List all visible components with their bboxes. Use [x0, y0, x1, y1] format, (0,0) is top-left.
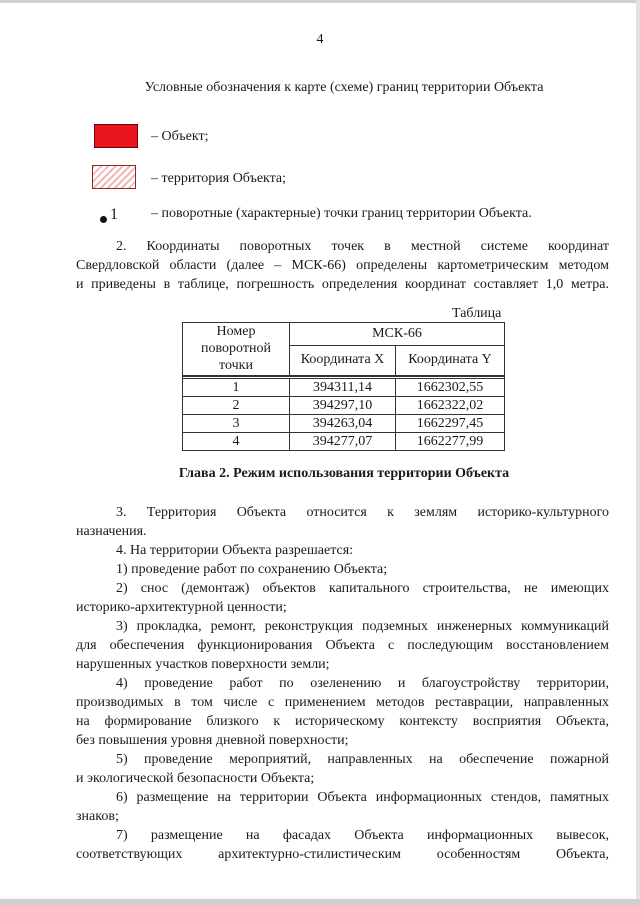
table-header-y: Координата Y: [396, 346, 505, 376]
table-cell: 1662277,99: [396, 433, 505, 451]
body-line: и экологической безопасности Объекта;: [76, 771, 315, 786]
table-header-point-number: Номер поворотной точки: [183, 323, 290, 376]
scan-edge-right: [636, 0, 640, 905]
table-cell: 394263,04: [290, 415, 396, 433]
body-line: знаков;: [76, 809, 119, 824]
table-caption: Таблица: [452, 306, 502, 321]
body-line: 4) проведение работ по озеленению и благоустройству территории,: [116, 676, 609, 691]
legend-label-object: – Объект;: [151, 129, 209, 144]
scan-edge-bottom: [0, 899, 640, 905]
table-cell: 1: [183, 379, 290, 397]
body-line: назначения.: [76, 524, 147, 539]
body-line: нарушенных участков поверхности земли;: [76, 657, 330, 672]
table-cell: 3: [183, 415, 290, 433]
table-header-msk66: МСК-66: [290, 323, 505, 346]
body-line: 5) проведение мероприятий, направленных на обеспечение пожарной: [116, 752, 609, 767]
table-cell: 394277,07: [290, 433, 396, 451]
table-cell: 1662302,55: [396, 379, 505, 397]
coordinates-table: [182, 322, 505, 451]
body-line: без повышения уровня дневной поверхности;: [76, 733, 349, 748]
body-text: [76, 503, 609, 864]
page-number: 4: [316, 32, 324, 47]
legend-label-territory: – территория Объекта;: [151, 171, 287, 186]
paragraph-coordinates: [76, 237, 609, 294]
body-line: производимых в том числе с применением методов реставрации, направленных: [76, 695, 609, 710]
table-cell: 2: [183, 397, 290, 415]
table-cell: 1662322,02: [396, 397, 505, 415]
object-swatch: [94, 124, 138, 148]
paragraph-line: и приведены в таблице, погрешность определения координат составляет 1,0 метра.: [76, 277, 609, 292]
territory-hatch-swatch: [92, 165, 136, 189]
table-cell: 4: [183, 433, 290, 451]
legend-title: Условные обозначения к карте (схеме) границ территории Объекта: [144, 80, 544, 95]
table-row: [183, 379, 505, 397]
table-header-x: Координата X: [290, 346, 396, 376]
turning-point-marker-number: 1: [110, 206, 118, 223]
body-line: на формирование близкого к историческому контексту восприятия Объекта,: [76, 714, 609, 729]
body-line: соответствующих архитектурно-стилистическим особенностям Объекта,: [76, 847, 609, 862]
table-row: [183, 415, 505, 433]
table-cell: 394297,10: [290, 397, 396, 415]
table-row: [183, 433, 505, 451]
table-cell: 1662297,45: [396, 415, 505, 433]
turning-point-dot-icon: [100, 216, 107, 223]
paragraph-line: Свердловской области (далее – МСК-66) определены картометрическим методом: [76, 258, 609, 273]
body-line: 1) проведение работ по сохранению Объекта;: [116, 562, 388, 577]
body-line: историко-архитектурной ценности;: [76, 600, 287, 615]
body-line: 3. Территория Объекта относится к землям историко-культурного: [116, 505, 609, 520]
chapter-heading: Глава 2. Режим использования территории Объекта: [178, 466, 510, 481]
legend-label-turning-points: – поворотные (характерные) точки границ территории Объекта.: [151, 206, 532, 221]
table-cell: 394311,14: [290, 379, 396, 397]
scan-edge-top: [0, 0, 640, 3]
body-line: для обеспечения функционирования Объекта с последующим восстановлением: [76, 638, 609, 653]
body-line: 4. На территории Объекта разрешается:: [116, 543, 354, 558]
paragraph-line: 2. Координаты поворотных точек в местной системе координат: [116, 239, 609, 254]
body-line: 3) прокладка, ремонт, реконструкция подземных инженерных коммуникаций: [116, 619, 609, 634]
table-row: [183, 397, 505, 415]
body-line: 7) размещение на фасадах Объекта информационных вывесок,: [116, 828, 609, 843]
body-line: 6) размещение на территории Объекта информационных стендов, памятных: [116, 790, 609, 805]
body-line: 2) снос (демонтаж) объектов капитального строительства, не имеющих: [116, 581, 609, 596]
